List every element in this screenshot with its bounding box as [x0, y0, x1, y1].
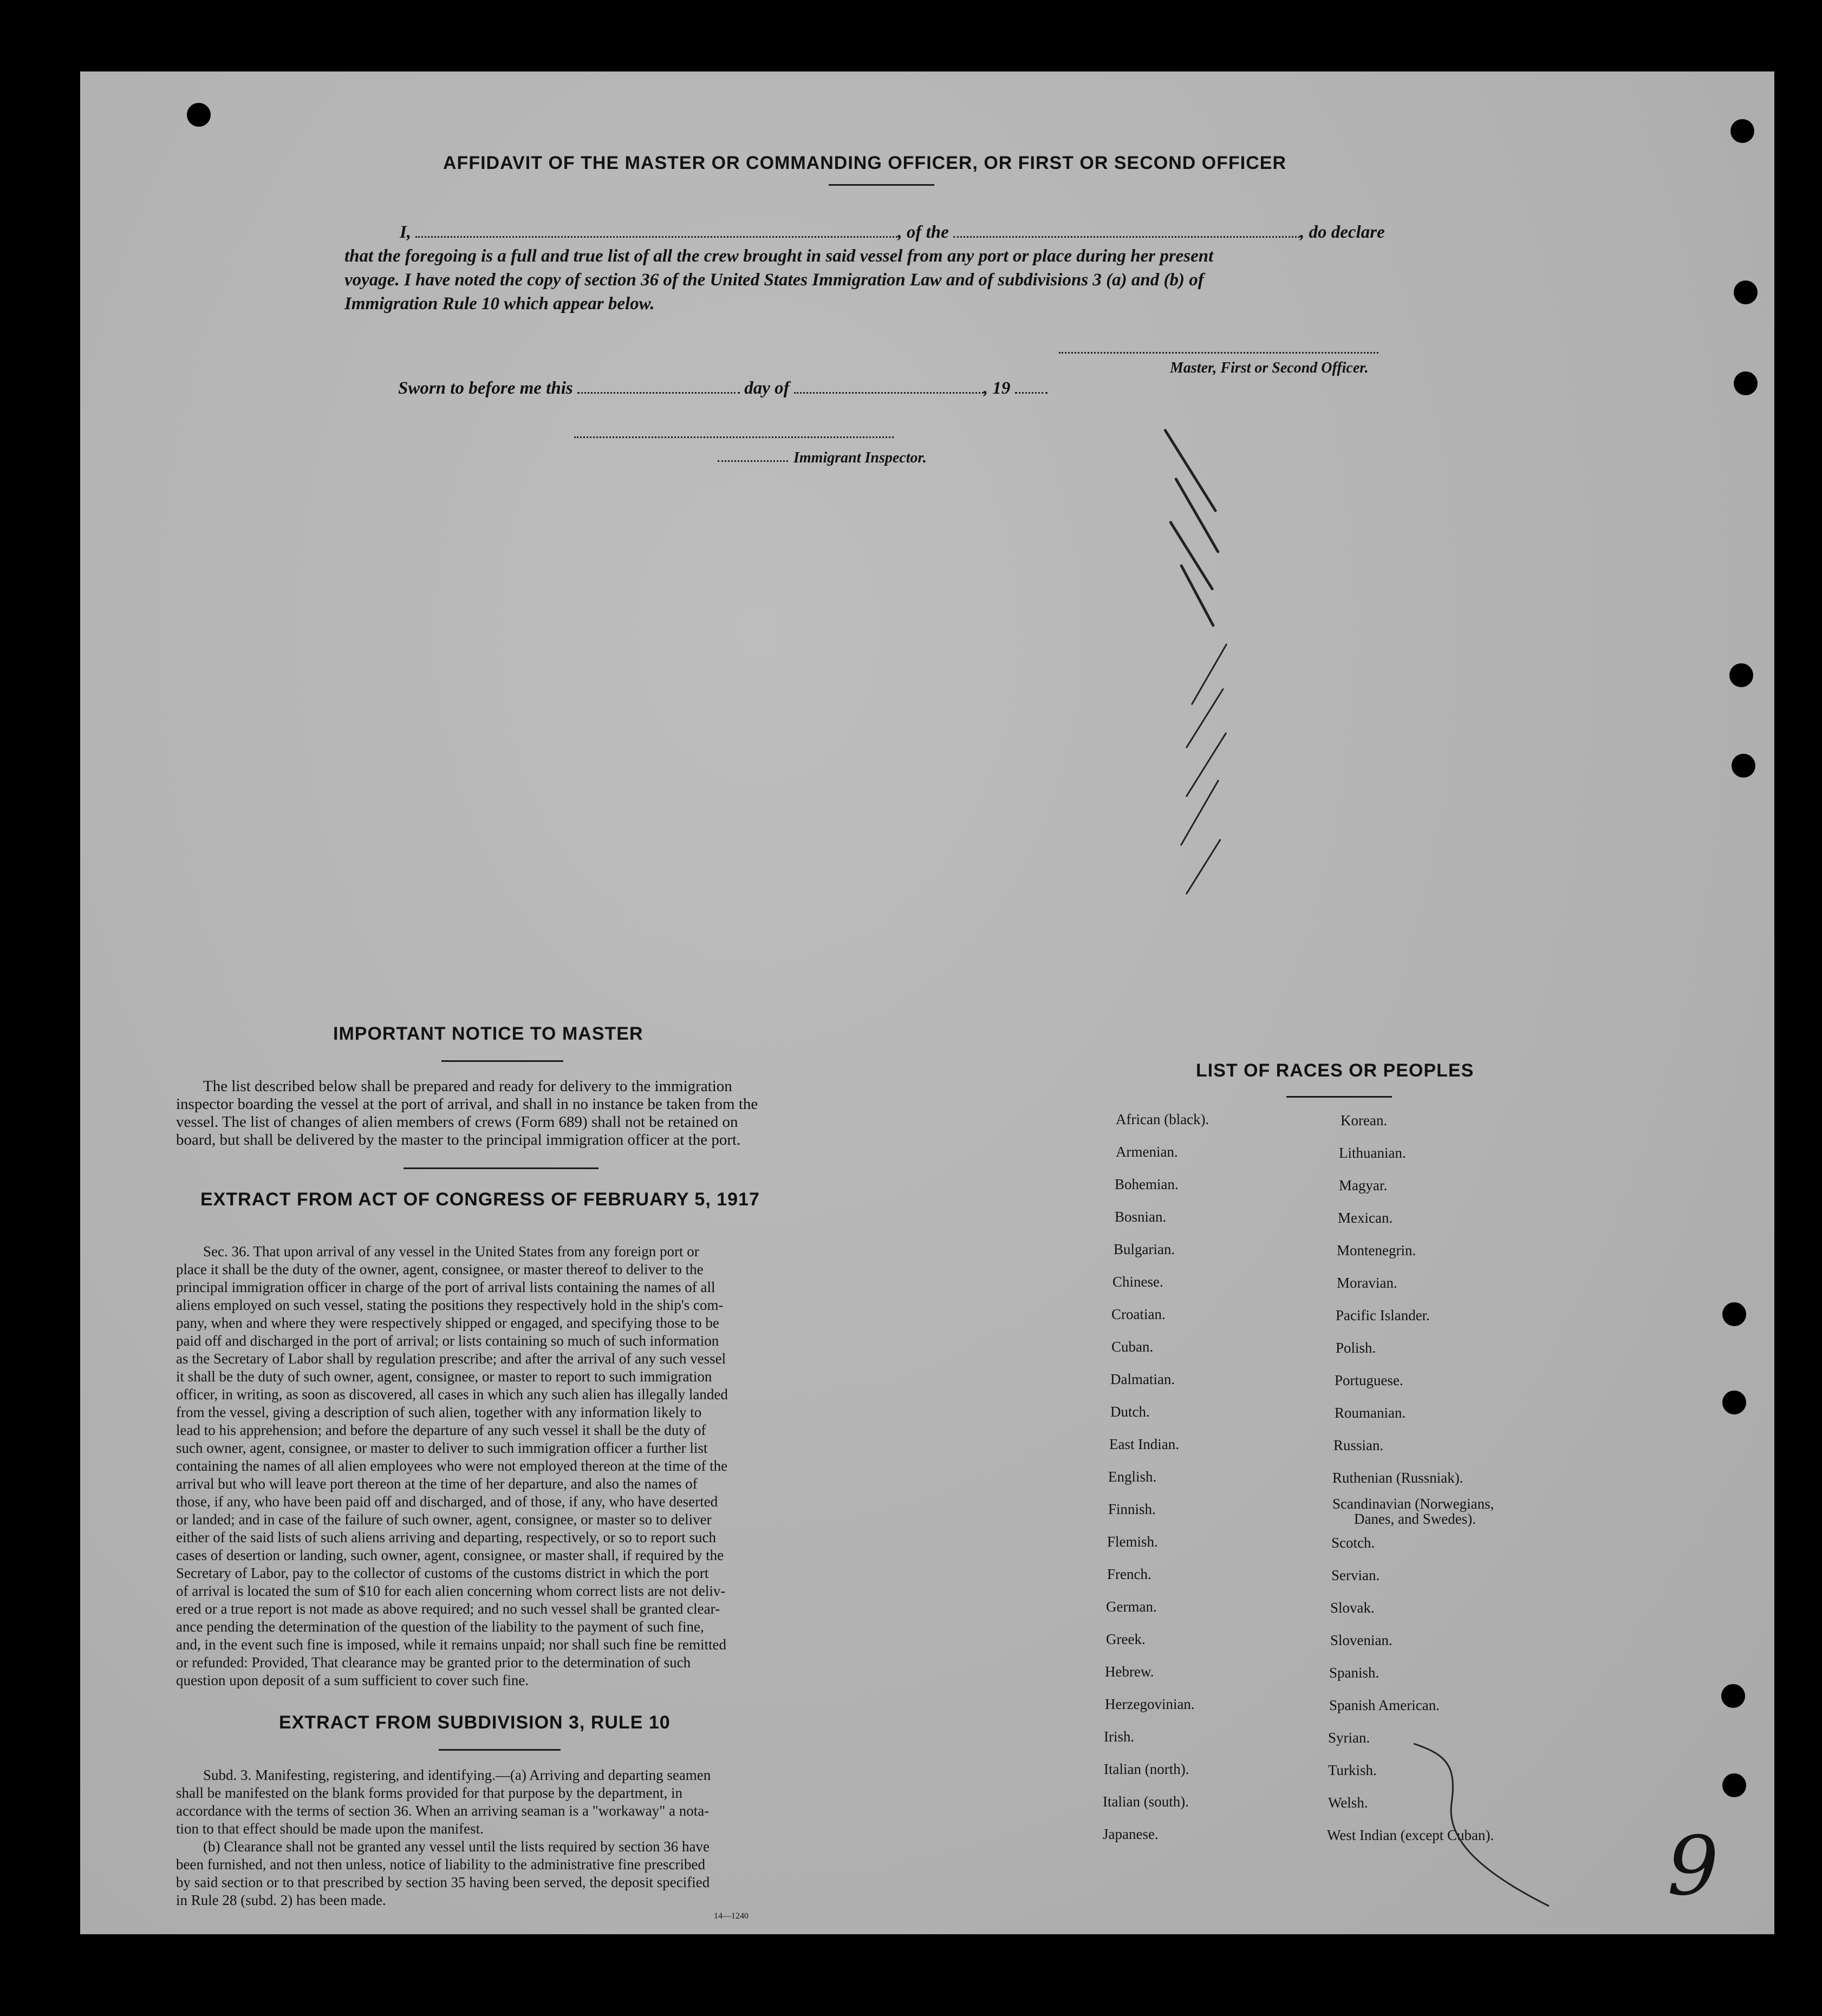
- race-item: Japanese.: [1103, 1826, 1159, 1842]
- race-item: English.: [1108, 1469, 1157, 1485]
- race-item: Italian (south).: [1103, 1793, 1189, 1810]
- race-item: Turkish.: [1328, 1762, 1377, 1778]
- punch-hole: [1729, 663, 1753, 687]
- punch-hole: [1722, 1302, 1746, 1326]
- notice-title: IMPORTANT NOTICE TO MASTER: [333, 1023, 643, 1044]
- declaration-line-1: I, , of the , do declare: [400, 223, 1385, 242]
- punch-hole: [1734, 280, 1758, 304]
- name-blank[interactable]: [415, 232, 897, 238]
- inspector-caption: Immigrant Inspector.: [793, 449, 927, 466]
- form-number: 14—1240: [714, 1911, 749, 1921]
- race-item: French.: [1107, 1566, 1151, 1582]
- year-blank[interactable]: [1015, 388, 1047, 394]
- race-item: Scotch.: [1331, 1535, 1375, 1551]
- sworn-line: Sworn to before me this day of , 19: [398, 377, 1047, 400]
- race-item: Welsh.: [1328, 1795, 1368, 1811]
- punch-hole: [1722, 1391, 1746, 1414]
- race-item: Hebrew.: [1105, 1663, 1154, 1680]
- race-item: Italian (north).: [1104, 1761, 1189, 1777]
- race-item: Bosnian.: [1115, 1209, 1167, 1225]
- race-item: Scandinavian (Norwegians,: [1332, 1496, 1494, 1512]
- punch-hole: [1732, 754, 1755, 778]
- race-item: Croatian.: [1111, 1306, 1166, 1322]
- race-item: Danes, and Swedes).: [1354, 1511, 1476, 1527]
- act-extract-title: EXTRACT FROM ACT OF CONGRESS OF FEBRUARY 5, 1917: [200, 1189, 760, 1210]
- race-item: Polish.: [1336, 1340, 1376, 1356]
- vessel-blank[interactable]: [953, 232, 1300, 238]
- races-title: LIST OF RACES OR PEOPLES: [1196, 1060, 1474, 1081]
- declaration-line-3: voyage. I have noted the copy of section 36 of the United States Immigration Law and of subdivisions 3 (a) and (b) of: [344, 270, 1204, 290]
- declaration-line-2: that the foregoing is a full and true list of all the crew brought in said vessel from any port or place during her present: [344, 246, 1214, 266]
- divider: [1286, 1096, 1392, 1098]
- handwritten-number: 9: [1667, 1819, 1719, 1914]
- notice-line: inspector boarding the vessel at the port of arrival, and shall in no instance be taken from the: [176, 1095, 758, 1113]
- race-item: Herzegovinian.: [1105, 1696, 1195, 1712]
- race-item: Roumanian.: [1335, 1405, 1406, 1421]
- notice-text: [176, 1078, 815, 1149]
- month-blank[interactable]: [794, 388, 984, 394]
- race-item: Irish.: [1104, 1728, 1135, 1745]
- race-item: Dutch.: [1110, 1404, 1150, 1420]
- inspector-signature-line[interactable]: [574, 436, 894, 438]
- race-item: Russian.: [1333, 1437, 1384, 1453]
- race-item: African (black).: [1116, 1111, 1209, 1127]
- declaration-line-4: Immigration Rule 10 which appear below.: [344, 294, 655, 314]
- rule-extract-text: Subd. 3. Manifesting, registering, and identifying.—(a) Arriving and departing seamen shall be manifested on the blank forms provided for that purpose by the department, in accordance with the terms of section 36. When an arriving seaman is a "workaway" a nota- tion to that effect should be made upon the manifest. (b) Clearance shall not be granted any vessel until the lists required by section 36 have been furnished, and not then unless, notice of liability to the administrative fine prescribed by said section or to that prescribed by section 35 having been served, the deposit specified in Rule 28 (subd. 2) has been made.: [176, 1767, 711, 1908]
- handwritten-line: [1403, 1733, 1565, 1911]
- officer-signature-line[interactable]: [1059, 352, 1378, 354]
- race-item: Moravian.: [1337, 1275, 1397, 1291]
- act-extract-text: Sec. 36. That upon arrival of any vessel in the United States from any foreign port or place it shall be the duty of the owner, agent, consignee, or master thereof to deliver to the principal immigration officer in charge of the port of arrival lists containing the names of all aliens employed on such vessel, stating the positions they respectively hold in the ship's com- pany, when and where they were respectively shipped or engaged, and specifying those to be paid off and discharged in the port of arrival; or lists containing so much of such information as the Secretary of Labor shall by regulation prescribe; and after the arrival of any such vessel it shall be the duty of such owner, agent, consignee, or master to report to such immigration officer, in writing, as soon as discovered, all cases in which any such alien has illegally landed from the vessel, giving a description of such alien, together with any information likely to lead to his apprehension; and before the departure of any such vessel it shall be the duty of such owner, agent, consignee, or master to deliver to such immigration officer a further list containing the names of all alien employees who were not employed thereon at the time of the arrival but who will leave port thereon at the time of her departure, and also the names of those, if any, who have been paid off and discharged, and of those, if any, who have deserted or landed; and in case of the failure of such owner, agent, consignee, or master so to deliver either of the said lists of such aliens arriving and departing, respectively, or so to report such cases of desertion or landing, such owner, agent, consignee, or master shall, if required by the Secretary of Labor, pay to the collector of customs of the customs district in which the port of arrival is located the sum of $10 for each alien concerning whom correct lists are not deliv- ered or a true report is not made as above required; and no such vessel shall be granted clear- ance pending the determination of the question of the liability to the payment of such fine, and, in the event such fine is imposed, while it remains unpaid; nor shall such fine be remitted or refunded: Provided, That clearance may be granted prior to the determination of such question upon deposit of a sum sufficient to cover such fine.: [176, 1243, 728, 1688]
- race-item: Lithuanian.: [1339, 1145, 1406, 1161]
- punch-hole: [1734, 371, 1758, 395]
- race-item: West Indian (except Cuban).: [1327, 1827, 1494, 1843]
- divider: [441, 1060, 563, 1062]
- race-item: Slovenian.: [1330, 1632, 1392, 1648]
- race-item: Chinese.: [1112, 1274, 1163, 1290]
- race-item: Spanish.: [1329, 1665, 1379, 1681]
- race-item: Ruthenian (Russniak).: [1332, 1470, 1463, 1486]
- race-item: Flemish.: [1107, 1534, 1158, 1550]
- notice-line: vessel. The list of changes of alien members of crews (Form 689) shall not be retained on: [176, 1113, 738, 1131]
- punch-hole: [1730, 119, 1754, 143]
- race-item: Dalmatian.: [1110, 1371, 1175, 1387]
- race-item: Pacific Islander.: [1336, 1307, 1430, 1323]
- race-item: Greek.: [1106, 1631, 1146, 1647]
- race-item: German.: [1106, 1599, 1157, 1615]
- race-item: Slovak.: [1330, 1600, 1375, 1616]
- race-item: Cuban.: [1111, 1339, 1154, 1355]
- race-item: Armenian.: [1116, 1144, 1178, 1160]
- officer-caption: Master, First or Second Officer.: [1170, 360, 1369, 376]
- race-item: Bohemian.: [1115, 1176, 1179, 1192]
- race-item: East Indian.: [1109, 1436, 1179, 1452]
- divider: [404, 1167, 598, 1169]
- divider: [829, 184, 934, 186]
- punch-hole: [187, 103, 211, 127]
- day-blank[interactable]: [577, 388, 740, 394]
- inspector-caption-dots: [718, 460, 788, 462]
- rule-extract-title: EXTRACT FROM SUBDIVISION 3, RULE 10: [279, 1712, 671, 1733]
- race-item: Portuguese.: [1335, 1372, 1403, 1388]
- race-item: Finnish.: [1108, 1501, 1156, 1517]
- race-item: Bulgarian.: [1114, 1241, 1175, 1257]
- race-item: Montenegrin.: [1337, 1242, 1416, 1258]
- punch-hole: [1722, 1773, 1746, 1797]
- race-item: Spanish American.: [1329, 1697, 1440, 1713]
- affidavit-title: AFFIDAVIT OF THE MASTER OR COMMANDING OFFICER, OR FIRST OR SECOND OFFICER: [443, 153, 1286, 173]
- race-item: Magyar.: [1339, 1177, 1388, 1193]
- race-item: Syrian.: [1328, 1730, 1370, 1746]
- notice-line: board, but shall be delivered by the master to the principal immigration officer at the port.: [176, 1131, 741, 1149]
- race-item: Korean.: [1341, 1112, 1388, 1128]
- race-item: Mexican.: [1338, 1210, 1393, 1226]
- race-item: Servian.: [1331, 1567, 1380, 1583]
- punch-hole: [1721, 1684, 1745, 1708]
- notice-line: The list described below shall be prepared and ready for delivery to the immigration: [203, 1078, 732, 1095]
- divider: [439, 1749, 561, 1751]
